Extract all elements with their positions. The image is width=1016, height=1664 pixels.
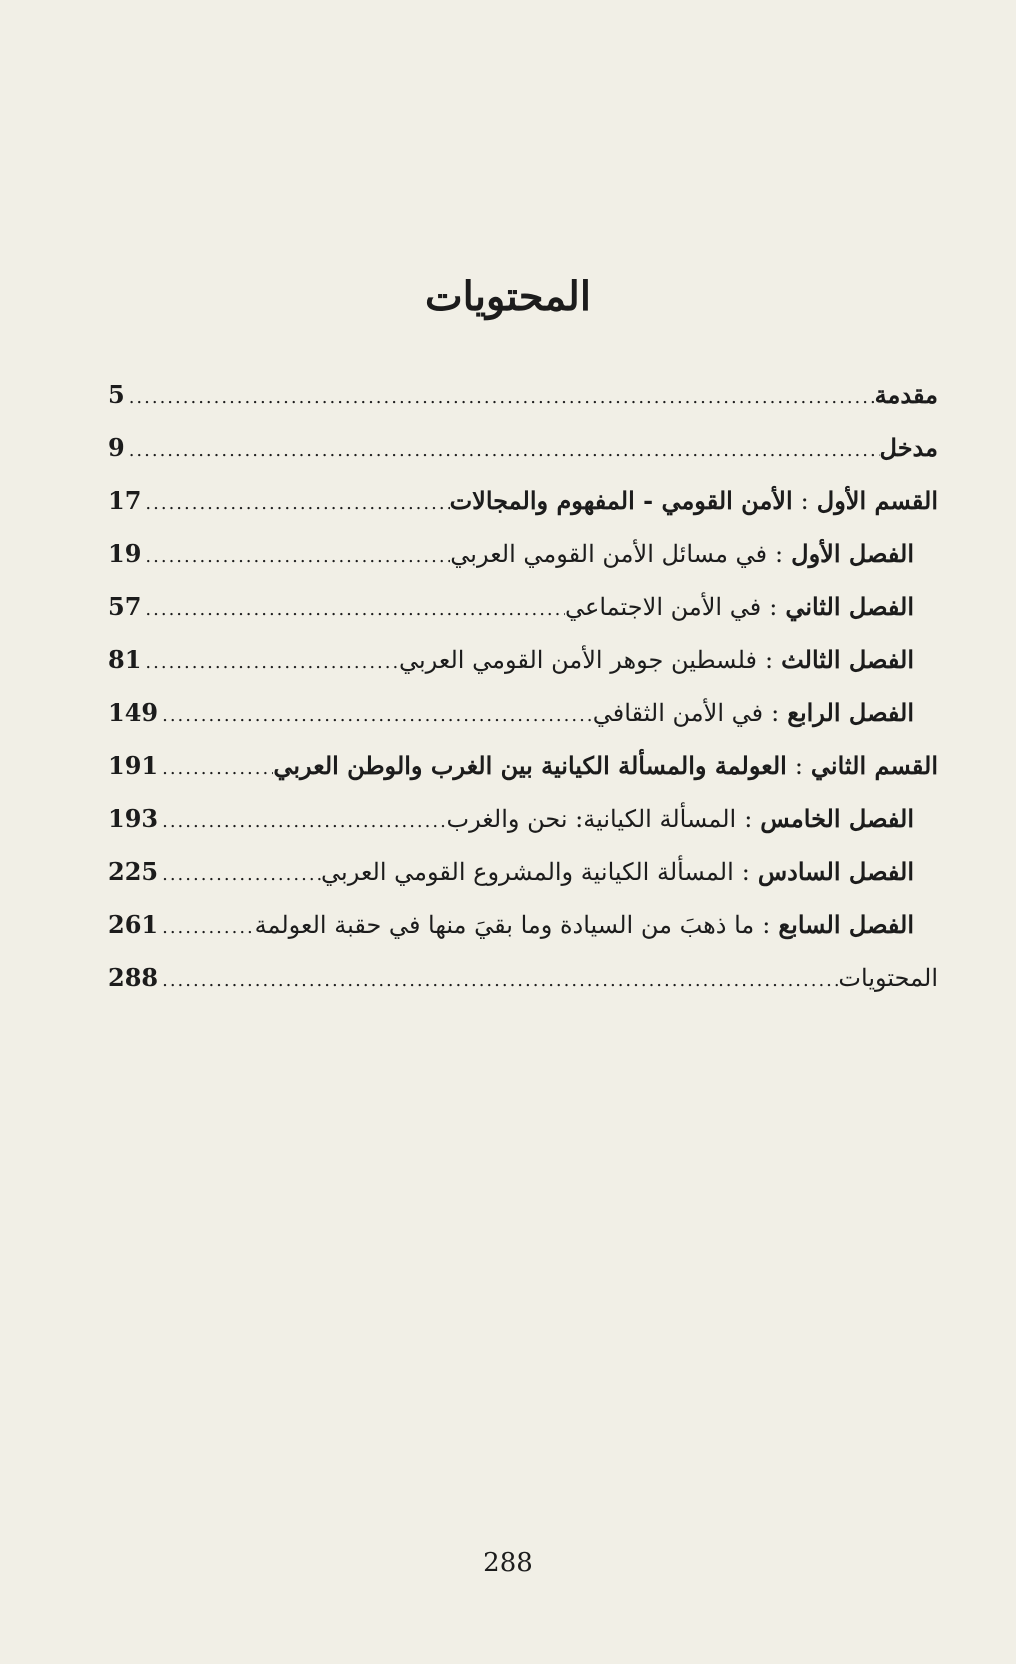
toc-entry-lead: القسم الأول [816, 486, 938, 515]
toc-page-number: 193 [108, 804, 159, 833]
toc-entry-chapter-six [108, 847, 938, 900]
toc-entry-title [273, 739, 938, 793]
toc-entry-chapter-one [108, 529, 938, 582]
toc-entry-subtitle: المسألة الكيانية: نحن والغرب [446, 805, 737, 833]
toc-entry-part-one [108, 476, 938, 529]
toc-dot-leader [158, 689, 593, 742]
toc-entry-chapter-two [108, 582, 938, 635]
toc-entry-chapter-five [108, 794, 938, 847]
toc-entry-separator: : [800, 487, 809, 515]
toc-entry-separator: : [775, 540, 784, 568]
toc-entry-subtitle: في الأمن الثقافي [592, 699, 764, 727]
toc-entry-part-two [108, 741, 938, 794]
toc-entry-lead: الفصل السابع [778, 910, 914, 939]
toc-page-number: 17 [108, 486, 142, 515]
toc-entry-subtitle: الأمن القومي - المفهوم والمجالات [449, 486, 793, 515]
toc-entry-subtitle: فلسطين جوهر الأمن القومي العربي [398, 646, 758, 674]
toc-entry-lead: الفصل السادس [757, 857, 914, 886]
toc-entry-subtitle: المسألة الكيانية والمشروع القومي العربي [321, 858, 734, 886]
toc-entry-lead: الفصل الثاني [785, 592, 914, 621]
toc-entry-separator: : [762, 911, 771, 939]
toc-entry-separator: : [744, 805, 753, 833]
toc-entry-title [565, 580, 914, 634]
toc-entry-title [446, 792, 914, 846]
toc-page-number: 225 [108, 857, 159, 886]
toc-entry-title [321, 845, 914, 899]
toc-entry-contents [108, 953, 938, 1006]
toc-entry-lead: الفصل الخامس [760, 804, 914, 833]
toc-page-number: 81 [108, 645, 142, 674]
toc-entry-title [255, 898, 914, 952]
toc-entry-chapter-three [108, 635, 938, 688]
toc-entry-separator: : [771, 699, 780, 727]
toc-dot-leader [141, 636, 399, 689]
toc-entry-chapter-four [108, 688, 938, 741]
toc-entry-lead: الفصل الأول [791, 539, 914, 568]
toc-entry-separator: : [741, 858, 750, 886]
toc-entry-title [880, 421, 938, 475]
toc-dot-leader [158, 795, 446, 848]
toc-entry-title [593, 686, 914, 740]
toc-dot-leader [141, 530, 450, 583]
toc-entry-subtitle: ما ذهبَ من السيادة وما بقيَ منها في حقبة العولمة [254, 911, 755, 939]
page-footer-number: 288 [483, 1548, 533, 1578]
toc-entry-lead: مقدمة [874, 380, 938, 409]
toc-entry-separator: : [794, 752, 803, 780]
page-title: المحتويات [425, 272, 591, 320]
toc-entry-chapter-seven [108, 900, 938, 953]
toc-entry-title [838, 952, 938, 1005]
toc-entry-lead: مدخل [879, 433, 938, 462]
toc-entry-title [399, 633, 914, 687]
toc-dot-leader [158, 742, 273, 795]
toc-page-number: 57 [108, 592, 142, 621]
toc-entry-title [875, 368, 938, 422]
toc-entry-lead: المحتويات [838, 964, 938, 992]
toc-dot-leader [141, 583, 565, 636]
toc-entry-lead: الفصل الثالث [781, 645, 914, 674]
toc-entry-subtitle: العولمة والمسألة الكيانية بين الغرب والوطن العربي [273, 751, 787, 780]
toc-entry-subtitle: في الأمن الاجتماعي [565, 593, 762, 621]
toc-dot-leader [158, 954, 838, 1007]
toc-page-number: 191 [108, 751, 159, 780]
toc-entry-title [450, 474, 938, 528]
toc-dot-leader [125, 371, 875, 424]
toc-entry-separator: : [769, 593, 778, 621]
toc-entry-title [450, 527, 914, 581]
toc-entry-subtitle: في مسائل الأمن القومي العربي [450, 540, 768, 568]
toc-entry-introduction [108, 370, 938, 423]
toc-page-number: 9 [108, 433, 125, 462]
table-of-contents [108, 370, 938, 1006]
toc-entry-entrance [108, 423, 938, 476]
toc-page-number: 261 [108, 910, 159, 939]
toc-entry-lead: الفصل الرابع [787, 698, 914, 727]
toc-dot-leader [158, 901, 254, 954]
toc-dot-leader [141, 477, 449, 530]
toc-page-number: 19 [108, 539, 142, 568]
toc-entry-separator: : [765, 646, 774, 674]
toc-entry-lead: القسم الثاني [810, 751, 938, 780]
toc-page-number: 5 [108, 380, 125, 409]
toc-dot-leader [158, 848, 321, 901]
toc-page-number: 288 [108, 963, 159, 992]
toc-dot-leader [125, 424, 880, 477]
toc-page-number: 149 [108, 698, 159, 727]
